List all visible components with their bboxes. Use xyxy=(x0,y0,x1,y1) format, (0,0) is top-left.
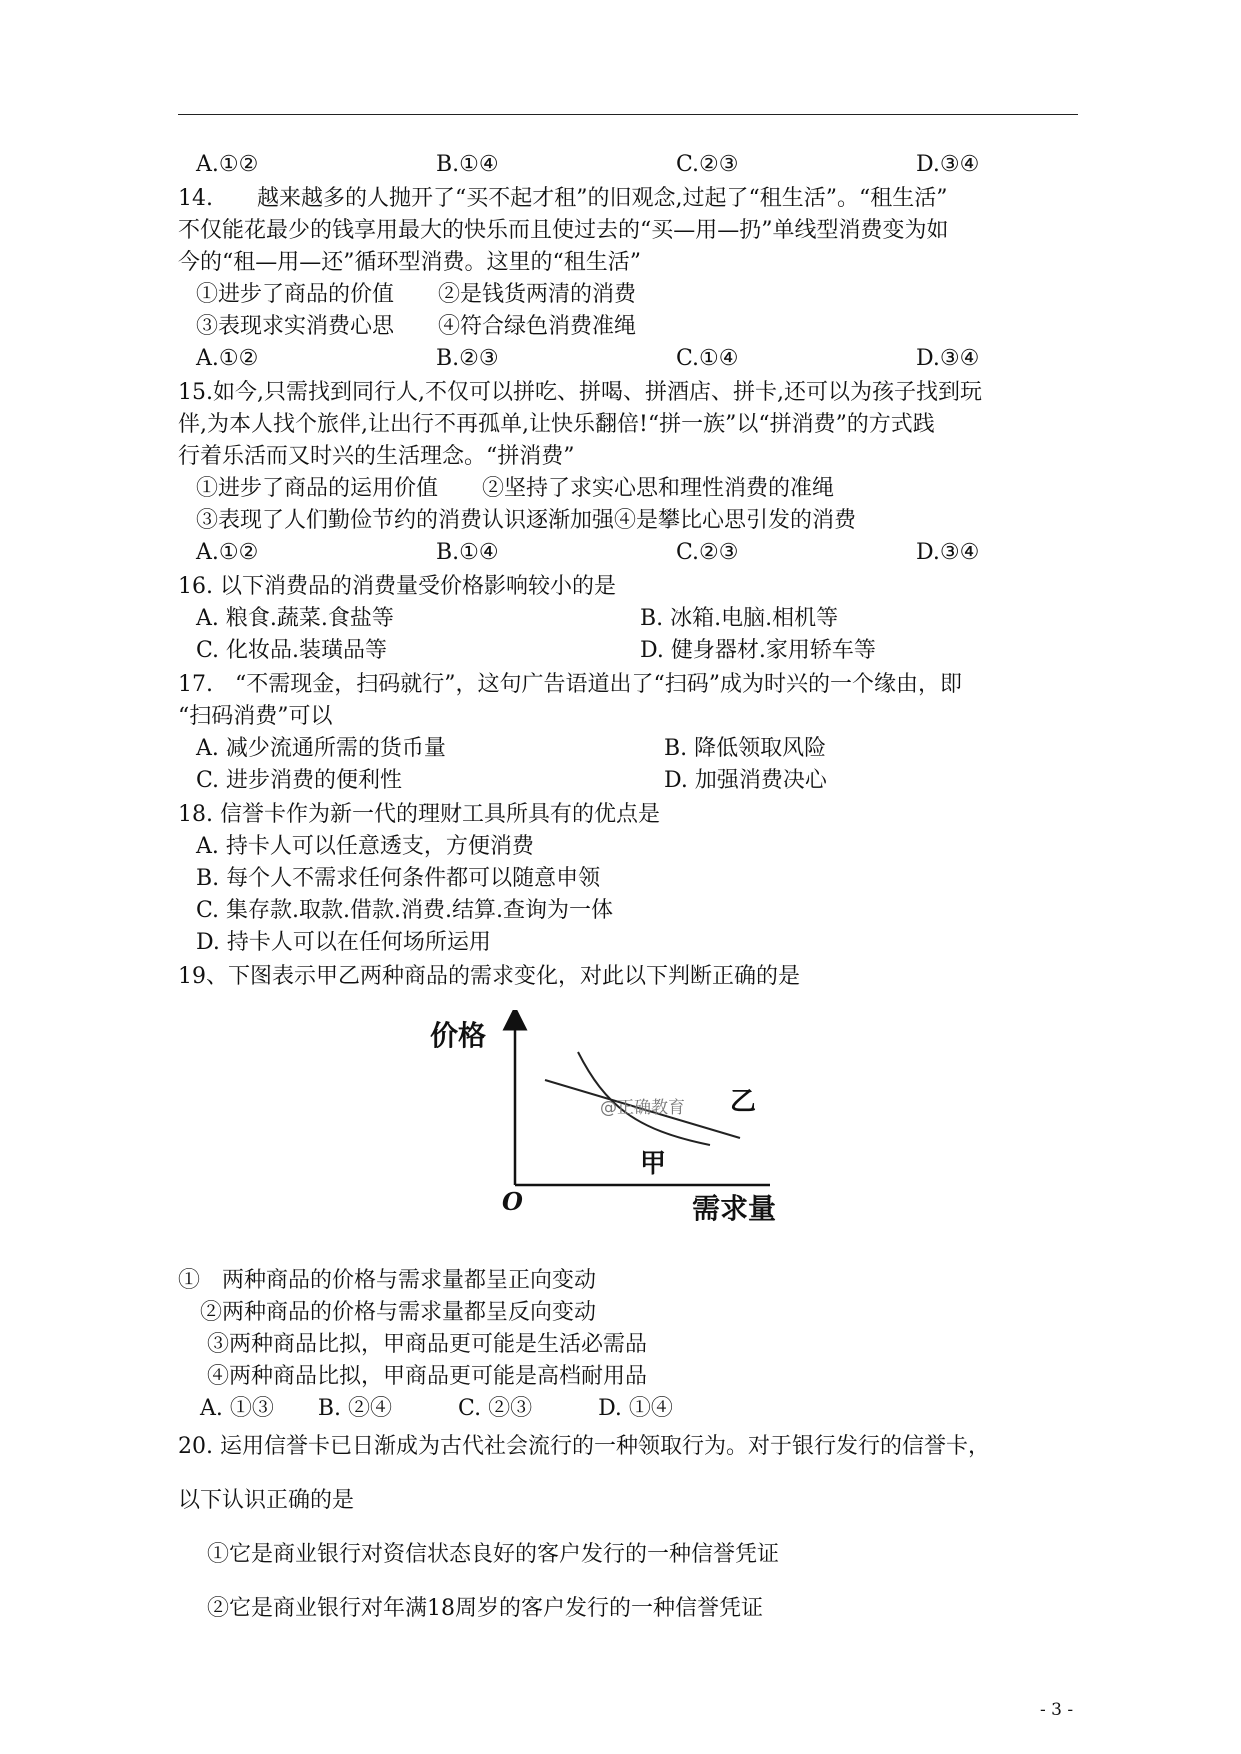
q13-option-c: C.②③ xyxy=(676,152,739,177)
q20-stem-line-2: 以下认识正确的是 xyxy=(178,1488,355,1513)
x-axis-label: 需求量 xyxy=(692,1192,777,1225)
q13-option-d: D.③④ xyxy=(916,152,980,177)
q17-option-d: D. 加强消费决心 xyxy=(664,768,827,793)
curve-jia-label: 甲 xyxy=(640,1149,667,1179)
page-number: - 3 - xyxy=(1040,1700,1074,1720)
q13-option-b: B.①④ xyxy=(436,152,499,177)
q14-stem-line-2: 不仅能花最少的钱享用最大的快乐而且使过去的“买—用—扔”单线型消费变为如 xyxy=(178,218,949,243)
q18-option-d: D. 持卡人可以在任何场所运用 xyxy=(196,930,491,955)
q18-option-b: B. 每个人不需求任何条件都可以随意申领 xyxy=(196,866,601,891)
q20-stem-line-1: 20. 运用信誉卡已日渐成为古代社会流行的一种领取行为。对于银行发行的信誉卡， xyxy=(178,1434,990,1459)
q14-option-a: A.①② xyxy=(196,346,259,371)
q19-item-line-3: ③两种商品比拟，甲商品更可能是生活必需品 xyxy=(178,1332,647,1357)
q15-option-c: C.②③ xyxy=(676,540,739,565)
header-rule xyxy=(178,114,1078,115)
q13-option-a: A.①② xyxy=(196,152,259,177)
q18-option-c: C. 集存款.取款.借款.消费.结算.查询为一体 xyxy=(196,898,614,923)
q16-option-a: A. 粮食.蔬菜.食盐等 xyxy=(196,606,394,631)
q14-option-d: D.③④ xyxy=(916,346,980,371)
q17-option-c: C. 进步消费的便利性 xyxy=(196,768,403,793)
q14-item-line-2: ③表现求实消费心思 ④符合绿色消费准绳 xyxy=(196,314,637,339)
q15-item-line-2: ③表现了人们勤俭节约的消费认识逐渐加强④是攀比心思引发的消费 xyxy=(196,508,857,533)
watermark: @正确教育 xyxy=(600,1098,685,1118)
q15-option-b: B.①④ xyxy=(436,540,499,565)
q14-option-c: C.①④ xyxy=(676,346,739,371)
q15-option-a: A.①② xyxy=(196,540,259,565)
q20-item-line-2: ②它是商业银行对年满18周岁的客户发行的一种信誉凭证 xyxy=(178,1596,763,1621)
q17-stem-line-2: “扫码消费”可以 xyxy=(178,704,333,729)
q15-item-line-1: ①进步了商品的运用价值 ②坚持了求实心思和理性消费的准绳 xyxy=(196,476,835,501)
q14-option-b: B.②③ xyxy=(436,346,499,371)
q16-option-c: C. 化妆品.装璜品等 xyxy=(196,638,388,663)
q19-item-line-4: ④两种商品比拟，甲商品更可能是高档耐用品 xyxy=(178,1364,647,1389)
q19-item-line-1: ① 两种商品的价格与需求量都呈正向变动 xyxy=(178,1268,597,1293)
q14-stem-line-3: 今的“租—用—还”循环型消费。这里的“租生活” xyxy=(178,250,641,275)
q19-item-line-2: ②两种商品的价格与需求量都呈反向变动 xyxy=(178,1300,597,1325)
q16-option-d: D. 健身器材.家用轿车等 xyxy=(640,638,876,663)
q15-stem-line-2: 伴,为本人找个旅伴,让出行不再孤单,让快乐翻倍!“拼一族”以“拼消费”的方式践 xyxy=(178,412,935,437)
q19-options: A. ①③ B. ②④ C. ②③ D. ①④ xyxy=(178,1396,673,1421)
curve-yi-label: 乙 xyxy=(730,1087,757,1117)
q14-item-line-1: ①进步了商品的价值 ②是钱货两清的消费 xyxy=(196,282,637,307)
q20-item-line-1: ①它是商业银行对资信状态良好的客户发行的一种信誉凭证 xyxy=(178,1542,779,1567)
demand-curve-figure xyxy=(430,1010,830,1225)
q14-stem-line-1: 14. 越来越多的人抛开了“买不起才租”的旧观念,过起了“租生活”。“租生活” xyxy=(178,186,948,211)
q15-stem-line-1: 15.如今,只需找到同行人,不仅可以拼吃、拼喝、拼酒店、拼卡,还可以为孩子找到玩 xyxy=(178,380,982,405)
q17-option-b: B. 降低领取风险 xyxy=(664,736,827,761)
y-axis-label: 价格 xyxy=(430,1019,487,1052)
q18-option-a: A. 持卡人可以任意透支，方便消费 xyxy=(196,834,534,859)
q15-stem-line-3: 行着乐活而又时兴的生活理念。“拼消费” xyxy=(178,444,575,469)
q16-option-b: B. 冰箱.电脑.相机等 xyxy=(640,606,839,631)
q18-stem: 18. 信誉卡作为新一代的理财工具所具有的优点是 xyxy=(178,802,660,827)
q19-stem: 19、下图表示甲乙两种商品的需求变化，对此以下判断正确的是 xyxy=(178,964,800,989)
q15-option-d: D.③④ xyxy=(916,540,980,565)
q17-option-a: A. 减少流通所需的货币量 xyxy=(196,736,446,761)
q17-stem-line-1: 17. “不需现金，扫码就行”，这句广告语道出了“扫码”成为时兴的一个缘由，即 xyxy=(178,672,962,697)
origin-label: O xyxy=(502,1187,523,1216)
q16-stem: 16. 以下消费品的消费量受价格影响较小的是 xyxy=(178,574,616,599)
